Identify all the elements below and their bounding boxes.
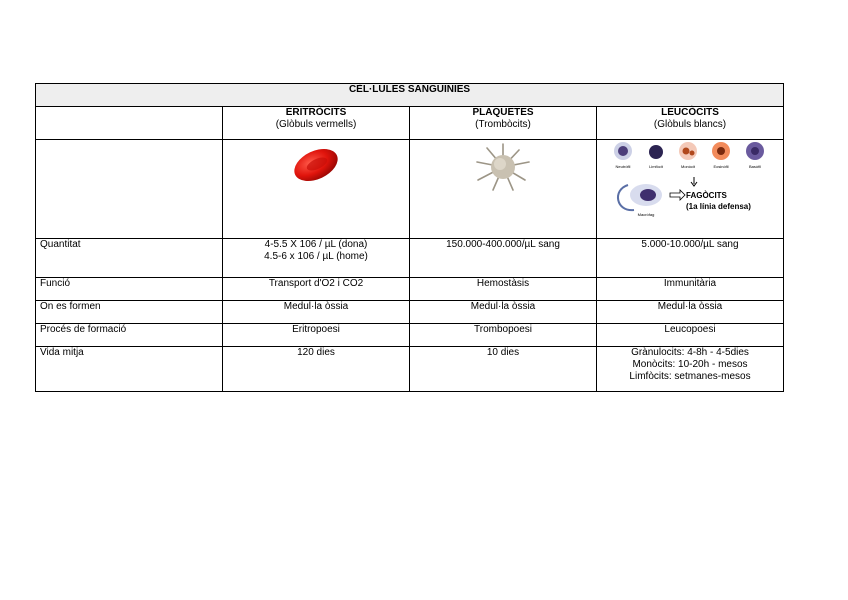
row-label: On es formen — [36, 301, 223, 324]
cell-line: Eritropoesi — [292, 324, 340, 335]
row-label: Procés de formació — [36, 324, 223, 347]
erythrocyte-image-cell — [223, 140, 410, 239]
cell-line: 120 dies — [297, 347, 335, 358]
cell-line: Monòcits: 10-20h - mesos — [632, 359, 748, 370]
column-subtitle: (Trombòcits) — [475, 119, 531, 130]
cell-line: Immunitària — [663, 278, 717, 289]
leucocits-cell — [597, 278, 784, 301]
neutrophil-label: Neutròfil — [615, 164, 631, 169]
cell-line: Leucopoesi — [664, 324, 716, 335]
column-name: ERITRÒCITS — [285, 107, 347, 118]
table-title: CÈL·LULES SANGUINIES — [36, 84, 784, 107]
column-name: LEUCÒCITS — [661, 107, 719, 118]
macrophage-label: Macròfag — [637, 212, 655, 217]
row-label: Vida mitja — [36, 347, 223, 392]
empty-image-cell — [36, 140, 223, 239]
table-row — [36, 324, 784, 347]
table-row — [36, 301, 784, 324]
leucocits-cell — [597, 347, 784, 392]
leucocits-cell — [597, 324, 784, 347]
phagocytes-note: (1a línia defensa) — [686, 202, 751, 211]
leucocits-cell — [597, 239, 784, 278]
row-label: Funció — [36, 278, 223, 301]
plaquetes-cell: Trombopoesi — [410, 324, 597, 347]
red-blood-cell-image — [286, 140, 346, 190]
empty-header-cell — [36, 107, 223, 140]
eritrocits-cell — [223, 301, 410, 324]
eritrocits-cell — [223, 324, 410, 347]
eritrocits-cell — [223, 278, 410, 301]
phagocytes-caption — [686, 190, 751, 212]
cell-line: Limfòcits: setmanes-mesos — [629, 371, 751, 382]
column-subtitle: (Glòbuls blancs) — [653, 119, 727, 130]
table-row — [36, 239, 784, 278]
row-label: Quantitat — [36, 239, 223, 278]
cell-line: 4-5.5 X 106 / µL (dona) — [264, 239, 368, 250]
lymphocyte-label: Limfòcit — [649, 164, 663, 169]
eritrocits-cell — [223, 239, 410, 278]
cell-line: 5.000-10.000/µL sang — [641, 239, 739, 250]
cell-line: 4.5-6 x 106 / µL (home) — [264, 251, 368, 262]
plaquetes-cell: Medul·la òssia — [410, 301, 597, 324]
column-name: PLAQUETES — [472, 107, 534, 118]
basophil-label: Basòfil — [748, 164, 761, 169]
platelet-image-cell — [410, 140, 597, 239]
plaquetes-cell: 10 dies — [410, 347, 597, 392]
cell-line: Grànulocits: 4-8h - 4-5dies — [631, 347, 749, 358]
platelet-image — [473, 140, 533, 194]
plaquetes-cell: Hemostàsis — [410, 278, 597, 301]
leucocyte-figure — [610, 140, 770, 228]
plaquetes-cell: 150.000-400.000/µL sang — [410, 239, 597, 278]
column-header-leucocits — [597, 107, 784, 140]
table-row — [36, 278, 784, 301]
eosinophil-label: Eosinòfil — [713, 164, 729, 169]
column-subtitle: (Glòbuls vermells) — [275, 119, 357, 130]
blood-cells-table — [35, 83, 784, 392]
monocyte-label: Monòcit — [680, 164, 695, 169]
table-row — [36, 347, 784, 392]
phagocytes-label: FAGÒCITS — [686, 191, 727, 200]
cell-line: Medul·la òssia — [657, 301, 723, 312]
leucocyte-image-cell — [597, 140, 784, 239]
column-header-eritrocits — [223, 107, 410, 140]
column-header-plaquetes — [410, 107, 597, 140]
cell-line: Medul·la òssia — [283, 301, 349, 312]
eritrocits-cell — [223, 347, 410, 392]
cell-line: Transport d'O2 i CO2 — [268, 278, 364, 289]
leucocits-cell — [597, 301, 784, 324]
